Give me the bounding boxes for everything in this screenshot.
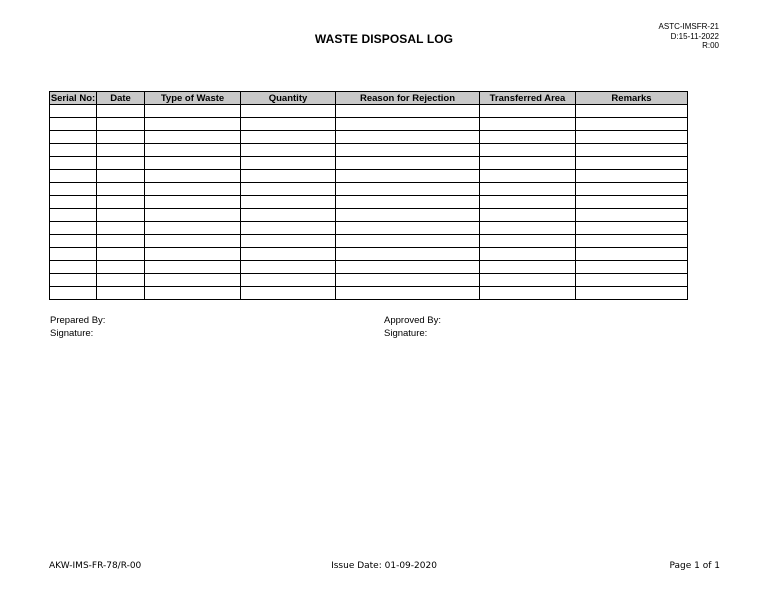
column-header-reason-for-rejection: Reason for Rejection <box>336 92 480 105</box>
table-cell <box>97 261 145 274</box>
table-cell <box>241 287 336 300</box>
table-cell <box>576 131 688 144</box>
table-cell <box>97 274 145 287</box>
table-cell <box>480 222 576 235</box>
table-cell <box>480 274 576 287</box>
table-cell <box>50 118 97 131</box>
table-cell <box>576 118 688 131</box>
table-cell <box>50 196 97 209</box>
table-cell <box>576 248 688 261</box>
table-cell <box>145 170 241 183</box>
table-row <box>50 287 688 300</box>
table-cell <box>97 144 145 157</box>
prepared-signature-label: Signature: <box>50 328 94 339</box>
table-cell <box>576 105 688 118</box>
table-row <box>50 105 688 118</box>
table-cell <box>241 209 336 222</box>
prepared-by-label: Prepared By: <box>50 315 106 326</box>
table-cell <box>50 105 97 118</box>
table-cell <box>50 183 97 196</box>
table-row <box>50 196 688 209</box>
table-row <box>50 261 688 274</box>
table-cell <box>145 183 241 196</box>
table-cell <box>480 105 576 118</box>
column-header-date: Date <box>97 92 145 105</box>
table-cell <box>241 222 336 235</box>
column-header-remarks: Remarks <box>576 92 688 105</box>
table-cell <box>50 157 97 170</box>
table-body <box>50 105 688 300</box>
table-cell <box>145 287 241 300</box>
table-cell <box>480 287 576 300</box>
table-cell <box>336 235 480 248</box>
approved-by-label: Approved By: <box>384 315 442 326</box>
table-cell <box>576 274 688 287</box>
table-cell <box>97 209 145 222</box>
table-cell <box>480 144 576 157</box>
table-cell <box>97 222 145 235</box>
column-header-transferred-area: Transferred Area <box>480 92 576 105</box>
table-row <box>50 248 688 261</box>
table-cell <box>50 248 97 261</box>
table-cell <box>336 118 480 131</box>
footer-page-number: Page 1 of 1 <box>669 561 720 571</box>
table-cell <box>97 157 145 170</box>
table-cell <box>145 196 241 209</box>
table-cell <box>145 274 241 287</box>
table-row <box>50 235 688 248</box>
table-cell <box>50 131 97 144</box>
table-row <box>50 170 688 183</box>
table-cell <box>480 183 576 196</box>
table-header-row <box>50 92 688 105</box>
table-cell <box>241 248 336 261</box>
column-header-serial-no: Serial No: <box>50 92 96 104</box>
table-cell <box>576 261 688 274</box>
document-date: D:15-11-2022 <box>670 31 719 41</box>
table-cell <box>241 261 336 274</box>
table-cell <box>50 274 97 287</box>
table-cell <box>576 196 688 209</box>
page-title: WASTE DISPOSAL LOG <box>314 32 454 46</box>
table-cell <box>336 196 480 209</box>
table-cell <box>576 144 688 157</box>
table-row <box>50 131 688 144</box>
table-cell <box>336 157 480 170</box>
table-cell <box>145 209 241 222</box>
table-cell <box>97 196 145 209</box>
table-cell <box>97 170 145 183</box>
table-row <box>50 274 688 287</box>
table-cell <box>50 287 97 300</box>
table-cell <box>97 183 145 196</box>
table-cell <box>241 144 336 157</box>
table-cell <box>241 274 336 287</box>
table-cell <box>336 248 480 261</box>
table-row <box>50 157 688 170</box>
table-cell <box>145 222 241 235</box>
table-row <box>50 144 688 157</box>
table-cell <box>50 209 97 222</box>
document-revision: R:00 <box>702 41 719 50</box>
table-cell <box>336 261 480 274</box>
table-cell <box>480 170 576 183</box>
table-cell <box>336 287 480 300</box>
table-row <box>50 118 688 131</box>
table-row <box>50 183 688 196</box>
table-cell <box>576 157 688 170</box>
table-cell <box>145 157 241 170</box>
table-cell <box>97 287 145 300</box>
document-code: ASTC-IMSFR-21 <box>658 22 719 31</box>
table-cell <box>336 105 480 118</box>
table-cell <box>576 222 688 235</box>
table-cell <box>336 274 480 287</box>
table-row <box>50 222 688 235</box>
table-cell <box>241 183 336 196</box>
table-row <box>50 209 688 222</box>
table-cell <box>145 144 241 157</box>
column-header-type-of-waste: Type of Waste <box>145 92 241 105</box>
table-cell <box>145 235 241 248</box>
table-cell <box>97 118 145 131</box>
table-cell <box>576 235 688 248</box>
table-cell <box>145 105 241 118</box>
table-cell <box>50 261 97 274</box>
column-header-quantity: Quantity <box>241 92 336 105</box>
table-cell <box>241 157 336 170</box>
footer-form-code: AKW-IMS-FR-78/R-00 <box>49 561 142 571</box>
table-cell <box>576 209 688 222</box>
table-cell <box>336 183 480 196</box>
table-cell <box>145 131 241 144</box>
table-cell <box>480 235 576 248</box>
table-cell <box>97 105 145 118</box>
table-cell <box>145 118 241 131</box>
table-cell <box>480 157 576 170</box>
table-cell <box>576 170 688 183</box>
table-cell <box>97 131 145 144</box>
table-cell <box>145 248 241 261</box>
waste-disposal-table <box>49 91 688 300</box>
table-cell <box>50 144 97 157</box>
table-cell <box>50 170 97 183</box>
table-cell <box>145 261 241 274</box>
table-cell <box>336 144 480 157</box>
table-cell <box>480 209 576 222</box>
table-cell <box>480 261 576 274</box>
table-cell <box>50 235 97 248</box>
table-cell <box>336 209 480 222</box>
table-cell <box>241 235 336 248</box>
table-cell <box>241 196 336 209</box>
table-cell <box>480 248 576 261</box>
table-cell <box>241 170 336 183</box>
table-cell <box>241 131 336 144</box>
table-cell <box>241 105 336 118</box>
table-cell <box>576 287 688 300</box>
table-cell <box>50 222 97 235</box>
footer-issue-date: Issue Date: 01-09-2020 <box>331 561 437 571</box>
table-cell <box>336 131 480 144</box>
table-cell <box>576 183 688 196</box>
table-cell <box>97 248 145 261</box>
table-cell <box>336 222 480 235</box>
table-cell <box>336 170 480 183</box>
approved-by-block <box>384 314 441 340</box>
approved-signature-label: Signature: <box>384 328 428 339</box>
table-cell <box>480 118 576 131</box>
prepared-by-block <box>50 314 105 340</box>
table-cell <box>241 118 336 131</box>
table-cell <box>480 131 576 144</box>
table-cell <box>97 235 145 248</box>
table-cell <box>480 196 576 209</box>
